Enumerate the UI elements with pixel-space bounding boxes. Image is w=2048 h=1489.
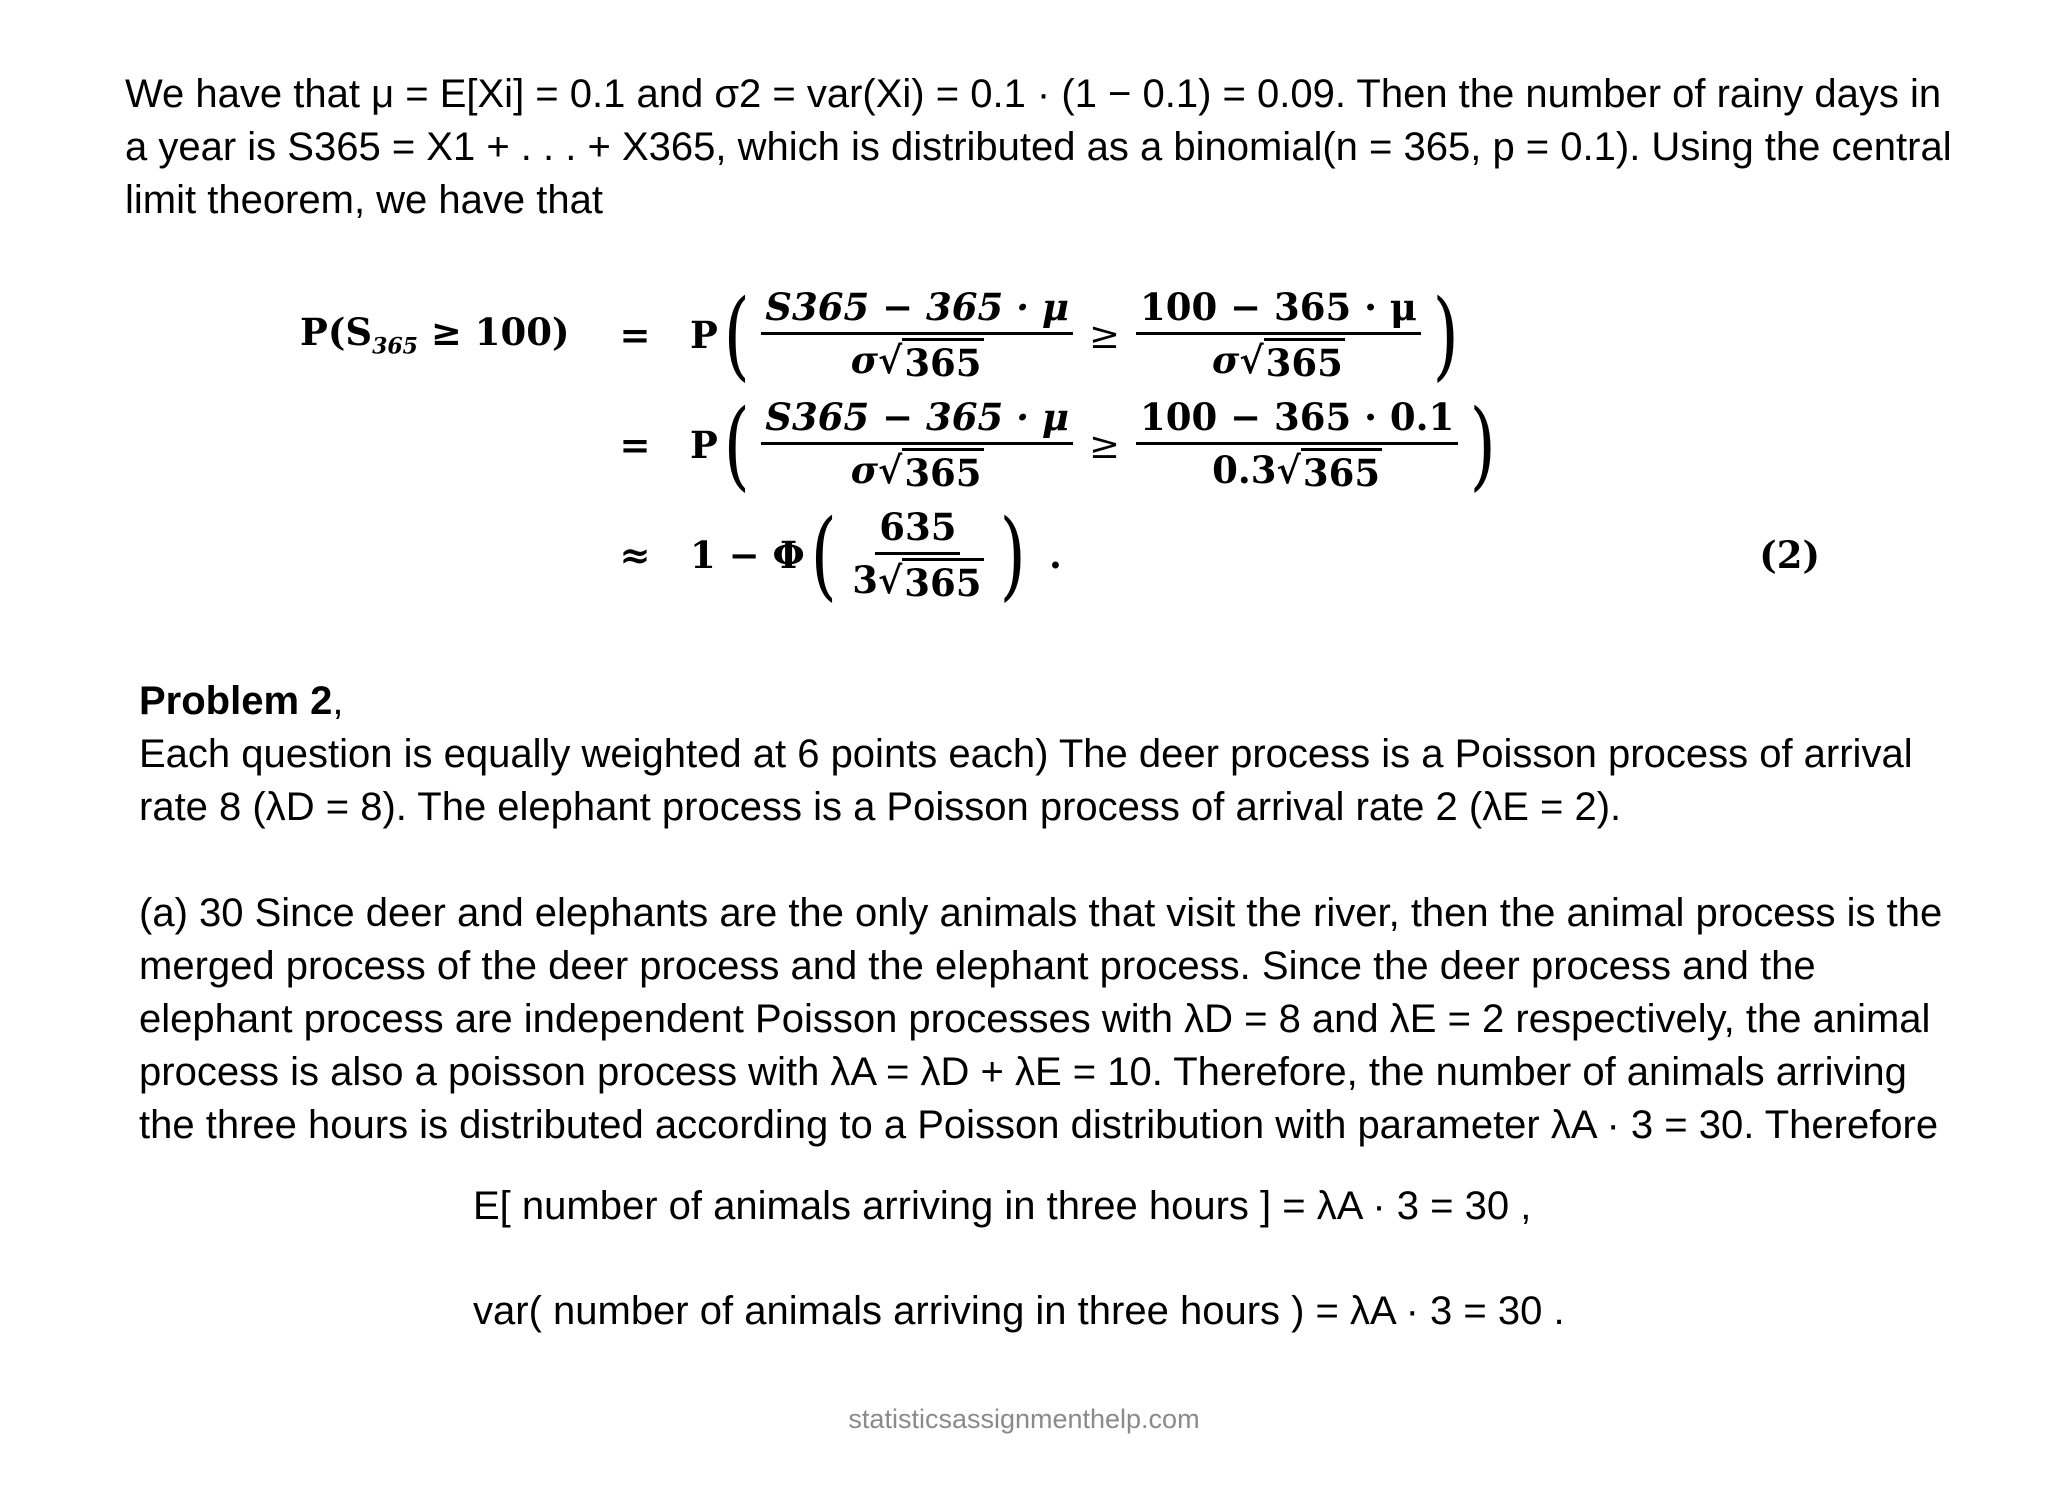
equation-number: (2) xyxy=(1759,533,1820,577)
equation-lhs: $P(S_{365} \ge 100)$ xyxy=(300,310,570,360)
fraction-threshold-numeric: 100 − 365 · 0.1 0.3√ 365 xyxy=(1136,395,1458,495)
part-a-text: (a) 30 Since deer and elephants are the only animals that visit the river, then the animal process is the merged process of the deer process and the elephant process. Since the deer process and the elephant process are independent Poisson processes with λD = 8 and λE = 2 respectively, the animal process is also a poisson process with λA = λD + λE = 10. Therefore, the number of animals arriving the three hours is distributed according to a Poisson distribution with parameter λA · 3 = 30. Therefore xyxy=(139,891,1943,1147)
problem-intro: Each question is equally weighted at 6 points each) The deer process is a Poisson process of arrival rate 8 (λD = 8). The elephant process is a Poisson process of arrival rate 2 (λE = 2). xyxy=(139,732,1913,829)
probability-symbol: P xyxy=(690,313,718,357)
equals-sign: = xyxy=(619,423,651,467)
fraction-final: 635 3√ 365 xyxy=(852,505,982,605)
equals-sign: = xyxy=(619,313,651,357)
variance-equation: var( number of animals arriving in three hours ) = λA · 3 = 30 . xyxy=(473,1289,1565,1333)
problem-2-section: Problem 2, Each question is equally weighted at 6 points each) The deer process is a Poisson process of arrival rate 8 (λD = 8). The elephant process is a Poisson process of arrival rate 2 (λE = 2). (a) 30 Since deer and elephants are the only animals that visit the river, then the animal process is the merged process of the deer process and the elephant process. Since the deer process and the elephant process are independent Poisson processes with λD = 8 and λE = 2 respectively, the animal process is also a poisson process with λA = λD + λE = 10. Therefore, the number of animals arriving the three hours is distributed according to a Poisson distribution with parameter λA · 3 = 30. Therefore xyxy=(139,675,1969,1152)
problem-title: Problem 2 xyxy=(139,679,333,723)
equation-row-3: ≈ 1 − Φ ( 635 3√ 365 ) . (2) xyxy=(300,500,1860,610)
approx-sign: ≈ xyxy=(619,533,651,577)
expectation-equation: E[ number of animals arriving in three hours ] = λA · 3 = 30 , xyxy=(473,1184,1532,1228)
clt-equation-block: $P(S_{365} \ge 100)$ = P ( S365 − 365 · μ σ√ 365 ≥ 100 − 365 · μ σ√ 365 ) = P ( S365 − 365 · μ σ√ 365 ≥ 100 − 365 · 0.1 0.3√ 365 ) ≈ 1 − Φ ( 635 3√ 365 ) . (2) xyxy=(300,280,1860,620)
intro-paragraph: We have that μ = E[Xi] = 0.1 and σ2 = var(Xi) = 0.1 · (1 − 0.1) = 0.09. Then the number of rainy days in a year is S365 = X1 + . . . + X365, which is distributed as a binomial(n = 365, p = 0.1). Using the central limit theorem, we have that xyxy=(125,72,1952,222)
footer-watermark: statisticsassignmenthelp.com xyxy=(848,1404,1200,1434)
one-minus-phi: 1 − Φ xyxy=(690,533,805,577)
fraction-standardized-sum: S365 − 365 · μ σ√ 365 xyxy=(761,285,1073,385)
fraction-threshold-mu: 100 − 365 · μ σ√ 365 xyxy=(1136,285,1421,385)
fraction-standardized-sum: S365 − 365 · μ σ√ 365 xyxy=(761,395,1073,495)
